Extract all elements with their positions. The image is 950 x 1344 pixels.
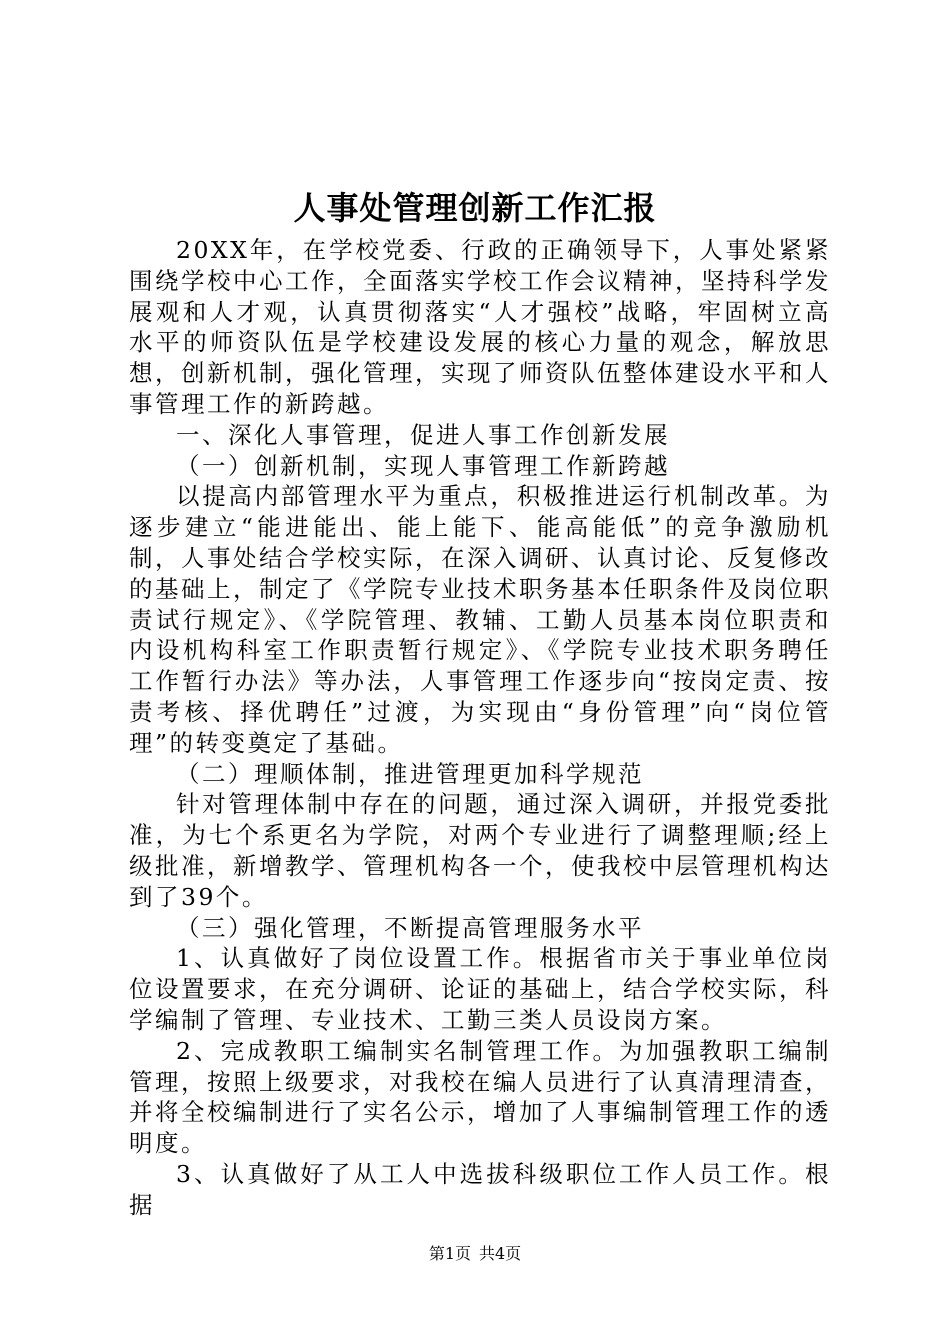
document-title: 人事处管理创新工作汇报	[293, 189, 657, 227]
document-body	[129, 235, 831, 1221]
body-paragraph-system: 针对管理体制中存在的问题，通过深入调研，并报党委批准，为七个系更名为学院，对两个专业进行了调整理顺;经上级批准，新增教学、管理机构各一个，使我校中层管理机构达到了39个。	[129, 790, 831, 911]
list-item-2: 2、完成教职工编制实名制管理工作。为加强教职工编制管理，按照上级要求，对我校在编人员进行了认真清理清查，并将全校编制进行了实名公示，增加了人事编制管理工作的透明度。	[129, 1036, 831, 1158]
section-heading-1: 一、深化人事管理，促进人事工作创新发展	[176, 420, 670, 449]
intro-paragraph: 20XX年，在学校党委、行政的正确领导下，人事处紧紧围绕学校中心工作，全面落实学校工作会议精神，坚持科学发展观和人才观，认真贯彻落实“人才强校”战略，牢固树立高水平的师资队伍是学校建设发展的核心力量的观念，解放思想，创新机制，强化管理，实现了师资队伍整体建设水平和人事管理工作的新跨越。	[129, 236, 831, 418]
page-total: 共4页	[479, 1244, 522, 1263]
page-number: 第1页	[428, 1244, 471, 1263]
subsection-heading-3: （三）强化管理，不断提高管理服务水平	[176, 913, 644, 942]
list-item-3: 3、认真做好了从工人中选拔科级职位工作人员工作。根据	[129, 1159, 831, 1219]
body-paragraph-mechanism: 以提高内部管理水平为重点，积极推进运行机制改革。为逐步建立“能进能出、能上能下、能高能低”的竞争激励机制，人事处结合学校实际，在深入调研、认真讨论、反复修改的基础上，制定了《学院专业技术职务基本任职条件及岗位职责试行规定》、《学院管理、教辅、工勤人员基本岗位职责和内设机构科室工作职责暂行规定》、《学院专业技术职务聘任工作暂行办法》等办法，人事管理工作逐步向“按岗定责、按责考核、择优聘任”过渡，为实现由“身份管理”向“岗位管理”的转变奠定了基础。	[129, 482, 831, 757]
subsection-heading-1: （一）创新机制，实现人事管理工作新跨越	[176, 451, 670, 480]
list-item-1: 1、认真做好了岗位设置工作。根据省市关于事业单位岗位设置要求，在充分调研、论证的基础上，结合学校实际，科学编制了管理、专业技术、工勤三类人员设岗方案。	[129, 944, 831, 1034]
page-footer	[0, 1243, 950, 1265]
subsection-heading-2: （二）理顺体制，推进管理更加科学规范	[176, 759, 644, 788]
